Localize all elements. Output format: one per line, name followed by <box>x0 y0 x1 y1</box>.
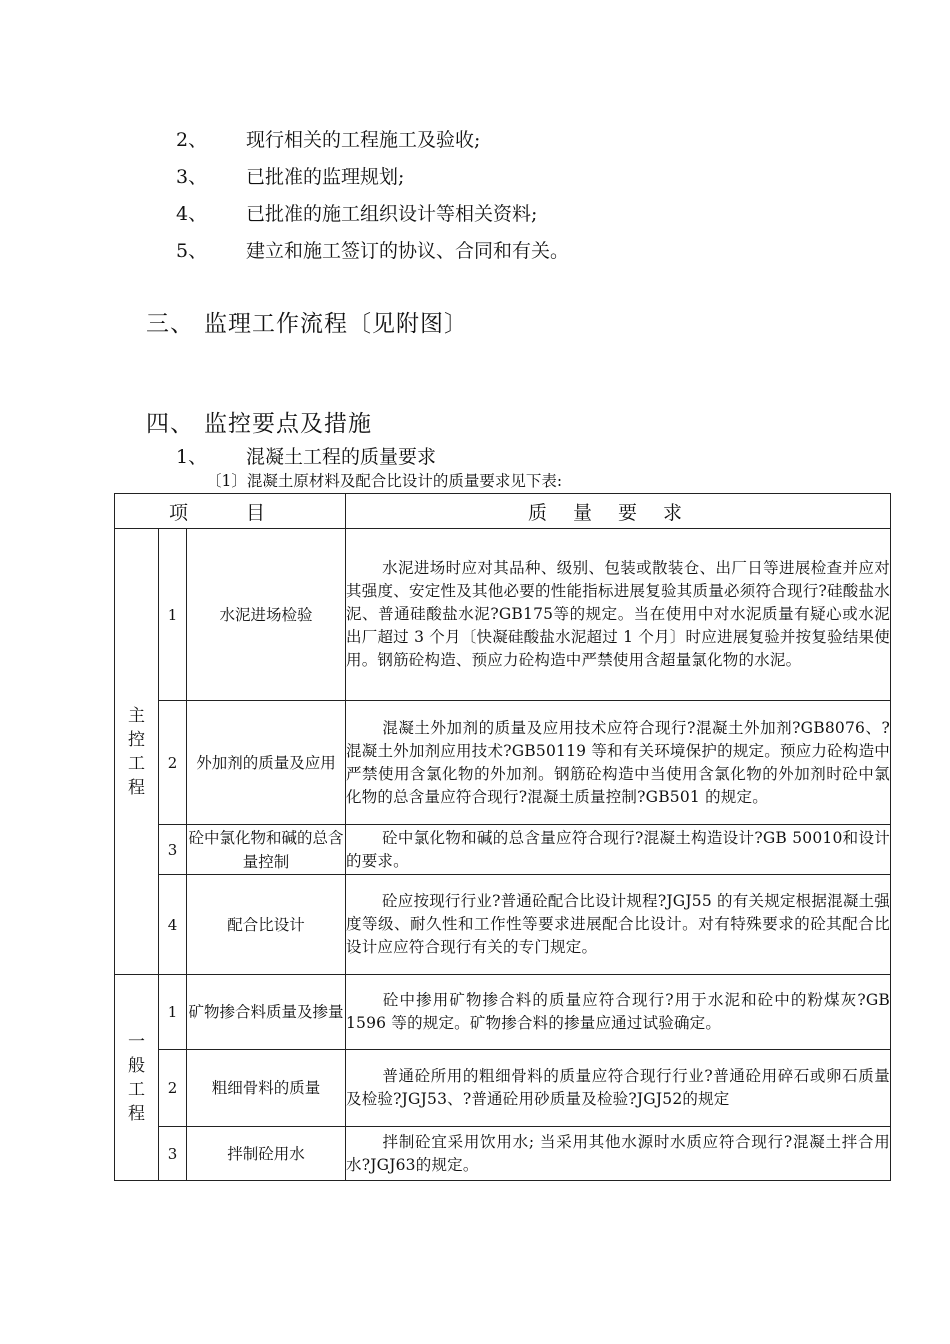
list-item-number: 2、 <box>176 129 208 151</box>
row-requirement: 砼中掺用矿物掺合料的质量应符合现行?用于水泥和砼中的粉煤灰?GB 1596 等的规定。矿物掺合料的掺量应通过试验确定。 <box>346 975 891 1050</box>
table-caption: 〔1〕混凝土原材料及配合比设计的质量要求见下表: <box>206 472 563 490</box>
row-requirement: 混凝土外加剂的质量及应用技术应符合现行?混凝土外加剂?GB8076、?混凝土外加剂应用技术?GB50119 等和有关环境保护的规定。预应力砼构造中严禁使用含氯化物的外加剂。钢筋砼构造中当使用含氯化物的外加剂时砼中氯化物的总含量应符合现行?混凝土质量控制?GB501 的规定。 <box>346 701 891 825</box>
section-number: 三、 <box>146 311 194 337</box>
row-requirement: 水泥进场时应对其品种、级别、包装或散装仓、出厂日等进展检查并应对其强度、安定性及其他必要的性能指标进展复验其质量必须符合现行?硅酸盐水泥、普通硅酸盐水泥?GB175等的规定。当在使用中对水泥质量有疑心或水泥出厂超过 3 个月〔快凝硅酸盐水泥超过 1 个月〕时应进展复验并按复验结果使用。钢筋砼构造、预应力砼构造中严禁使用含超量氯化物的水泥。 <box>346 529 891 701</box>
list-item <box>176 236 569 263</box>
row-requirement: 拌制砼宜采用饮用水; 当采用其他水源时水质应符合现行?混凝土拌合用水?JGJ63的规定。 <box>346 1127 891 1181</box>
row-item-name: 粗细骨料的质量 <box>187 1050 346 1127</box>
row-item-name: 水泥进场检验 <box>187 529 346 701</box>
row-requirement: 砼应按现行行业?普通砼配合比设计规程?JGJ55 的有关规定根据混凝土强度等级、耐久性和工作性等要求进展配合比设计。对有特殊要求的砼其配合比设计应应符合现行有关的专门规定。 <box>346 875 891 975</box>
section-heading-4 <box>146 405 372 438</box>
section-heading-3 <box>146 305 468 338</box>
subsection-heading <box>176 442 436 469</box>
list-item <box>176 162 404 189</box>
row-item-name: 拌制砼用水 <box>187 1127 346 1181</box>
row-index: 1 <box>159 975 187 1050</box>
table-row <box>115 825 891 875</box>
header-requirement: 质量要求 <box>346 494 891 529</box>
row-item-name: 外加剂的质量及应用 <box>187 701 346 825</box>
list-item-text: 已批准的施工组织设计等相关资料; <box>246 203 538 225</box>
subsection-number: 1、 <box>176 446 208 468</box>
list-item-text: 现行相关的工程施工及验收; <box>246 129 481 151</box>
row-requirement: 砼中氯化物和碱的总含量应符合现行?混凝土构造设计?GB 50010和设计的要求。 <box>346 825 891 875</box>
row-item-name: 配合比设计 <box>187 875 346 975</box>
list-item-number: 5、 <box>176 240 208 262</box>
table-row <box>115 1050 891 1127</box>
row-index: 2 <box>159 701 187 825</box>
subsection-title: 混凝土工程的质量要求 <box>246 446 437 468</box>
row-requirement: 普通砼所用的粗细骨料的质量应符合现行行业?普通砼用碎石或卵石质量及检验?JGJ53、?普通砼用砂质量及检验?JGJ52的规定 <box>346 1050 891 1127</box>
list-item-number: 4、 <box>176 203 208 225</box>
row-index: 3 <box>159 1127 187 1181</box>
table-row <box>115 1127 891 1181</box>
list-item-text: 已批准的监理规划; <box>246 166 405 188</box>
row-index: 3 <box>159 825 187 875</box>
group-label-main: 主 控 工 程 <box>115 529 159 975</box>
table-header-row <box>115 494 891 529</box>
section-title: 监控要点及措施 <box>204 411 372 437</box>
row-index: 2 <box>159 1050 187 1127</box>
quality-requirements-table <box>114 493 891 1181</box>
row-item-name: 砼中氯化物和碱的总含量控制 <box>187 825 346 875</box>
list-item <box>176 125 480 152</box>
list-item <box>176 199 537 226</box>
list-item-number: 3、 <box>176 166 208 188</box>
group-label-general: 一 般 工 程 <box>115 975 159 1181</box>
row-index: 1 <box>159 529 187 701</box>
table-row <box>115 875 891 975</box>
table-row <box>115 701 891 825</box>
section-number: 四、 <box>146 411 194 437</box>
header-item: 项 目 <box>115 494 346 529</box>
table-row <box>115 975 891 1050</box>
table-row <box>115 529 891 701</box>
section-title: 监理工作流程〔见附图〕 <box>204 311 468 337</box>
list-item-text: 建立和施工签订的协议、合同和有关。 <box>246 240 570 262</box>
row-item-name: 矿物掺合料质量及掺量 <box>187 975 346 1050</box>
row-index: 4 <box>159 875 187 975</box>
